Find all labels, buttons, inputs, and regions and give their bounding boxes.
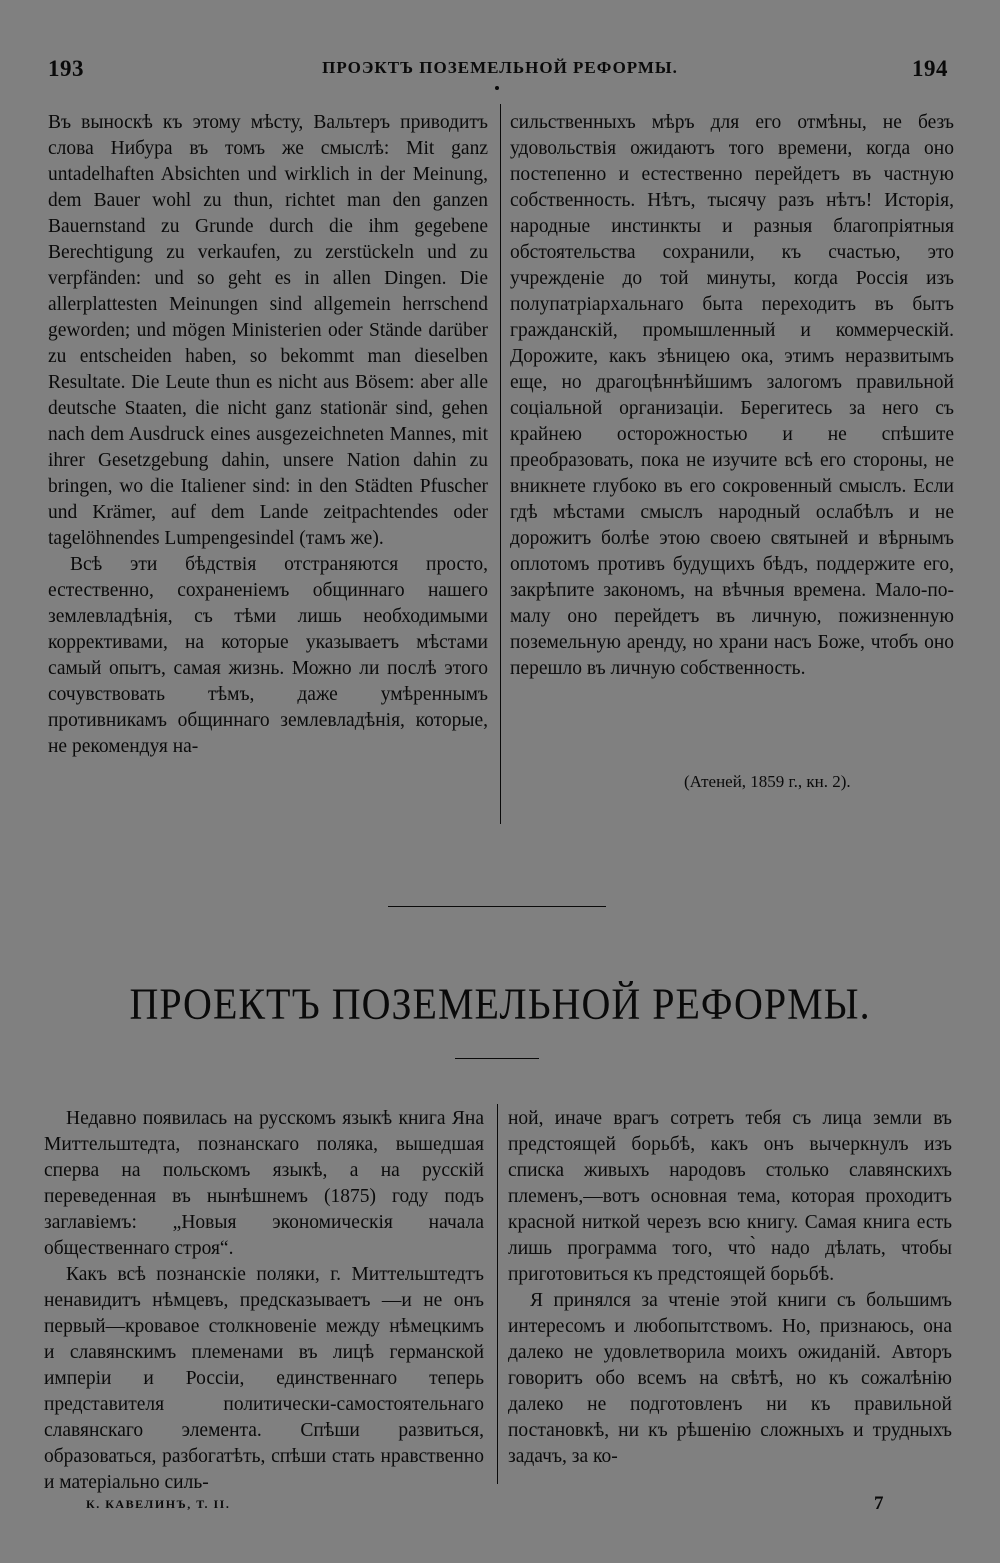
article-left-column: [44, 1106, 484, 1496]
top-left-column: [48, 110, 488, 760]
header-dot: [495, 86, 499, 90]
paragraph: сильственныхъ мѣръ для его отмѣны, не безъ удовольствія ожидаютъ того времени, когда оно постепенно и естественно перейдетъ въ частную собственность. Нѣтъ, тысячу разъ нѣтъ! Исторія, народные инстинкты и разныя благопріятныя обстоятельства сохранили, къ счастью, это учрежденіе до той минуты, когда Россія изъ полупатріархальнаго быта переходитъ въ бытъ гражданскій, промышленный и коммерческій. Дорожите, какъ зѣницею ока, этимъ неразвитымъ еще, но драгоцѣннѣйшимъ залогомъ правильной соціальной организаціи. Берегитесь за него съ крайнею осторожностью и не спѣшите преобразовать, пока не изучите всѣ его стороны, не вникнете глубоко въ его сокровенный смыслъ. Если гдѣ мѣстами смыслъ народный ослабѣлъ и не дорожитъ болѣе этою своею святыней и вѣрнымъ оплотомъ противъ будущихъ бѣдъ, поддержите его, закрѣпите закономъ, на вѣчныя времена. Мало-по-малу оно перейдетъ въ личную, пожизненную поземельную аренду, но храни насъ Боже, чтобъ оно перешло въ личную собственность.: [510, 112, 954, 679]
source-citation: (Атеней, 1859 г., кн. 2).: [684, 772, 851, 791]
article-title: ПРОЕКТЪ ПОЗЕМЕЛЬНОЙ РЕФОРМЫ.: [129, 978, 871, 1029]
title-underline: [455, 1058, 539, 1059]
column-divider: [500, 104, 501, 824]
page-number-left: 193: [48, 56, 84, 81]
running-header: ПРОЭКТЪ ПОЗЕМЕЛЬНОЙ РЕФОРМЫ.: [322, 58, 678, 77]
top-right-column: [510, 110, 954, 682]
paragraph: Я принялся за чтеніе этой книги съ большимъ интересомъ и любопытствомъ. Но, признаюсь, она далеко не удовлетворила моихъ ожиданій. Авторъ говоритъ обо всемъ на свѣтѣ, но къ сожалѣнію далеко не подготовленъ ни къ правильной постановкѣ, ни къ рѣшенію сложныхъ и трудныхъ задачъ, за ко-: [508, 1290, 952, 1467]
paragraph: Всѣ эти бѣдствія отстраняются просто, естественно, сохраненіемъ общиннаго нашего землевладѣнія, съ тѣми лишь необходимыми коррективами, на которые указываетъ мѣстами самый опытъ, самая жизнь. Можно ли послѣ этого сочувствовать тѣмъ, даже умѣреннымъ противникамъ общиннаго землевладѣнія, которые, не рекомендуя на-: [48, 554, 488, 757]
paragraph: Недавно появилась на русскомъ языкѣ книга Яна Миттельштедта, познанскаго поляка, вышедшая сперва на польскомъ языкѣ, а на русскій переведенная въ нынѣшнемъ (1875) году подъ заглавіемъ: „Новыя экономическія начала общественнаго строя“.: [44, 1108, 484, 1259]
article-right-column: [508, 1106, 952, 1470]
paragraph: ной, иначе врагъ сотретъ тебя съ лица земли въ предстоящей борьбѣ, какъ онъ вычеркнулъ изъ списка живыхъ народовъ столько славянскихъ племенъ,—вотъ основная тема, которая проходитъ красной ниткой черезъ всю книгу. Самая книга есть лишь программа того, что̀ надо дѣлать, чтобы приготовиться къ предстоящей борьбѣ.: [508, 1108, 952, 1285]
sheet-number: 7: [874, 1493, 884, 1514]
paragraph: Въ выноскѣ къ этому мѣсту, Вальтеръ приводитъ слова Нибура въ томъ же смыслѣ: Mit ganz untadelhaften Absichten und wirklich in der Meinung, dem Bauer wohl zu thun, richtet man den ganzen Bauernstand zu Grunde durch die ihm gegebene Berechtigung zu verkaufen, zu zerstückeln und zu verpfänden: und so geht es in allen Dingen. Die allerplattesten Meinungen sind allgemein herrschend geworden; und mögen Ministerien oder Stände darüber zu entscheiden haben, so bekommt man dieselben Resultate. Die Leute thun es nicht aus Bösem: aber alle deutsche Staaten, die nicht ganz stationär sind, gehen nach dem Ausdruck eines ausgezeichneten Mannes, mit ihrer Gesetzgebung dahin, unsere Nation dahin zu bringen, wo die Italiener sind: in den Städten Pfuscher und Krämer, auf dem Lande zeitpachtendes oder tagelöhnendes Lumpengesindel (тамъ же).: [48, 112, 488, 549]
page-number-right: 194: [912, 56, 948, 81]
section-separator: [388, 906, 606, 907]
footer-signature: К. КАВЕЛИНЪ, Т. II.: [86, 1497, 231, 1511]
column-divider: [497, 1104, 498, 1484]
paragraph: Какъ всѣ познанскіе поляки, г. Миттельштедтъ ненавидитъ нѣмцевъ, предсказываетъ —и не онъ первый—кровавое столкновеніе между нѣмецкимъ и славянскимъ племенами въ лицѣ германской имперіи и Россіи, единственнаго теперь представителя политически-самостоятельнаго славянскаго элемента. Спѣши развиться, образоваться, разбогатѣть, спѣши стать нравственно и матеріально силь-: [44, 1264, 484, 1493]
